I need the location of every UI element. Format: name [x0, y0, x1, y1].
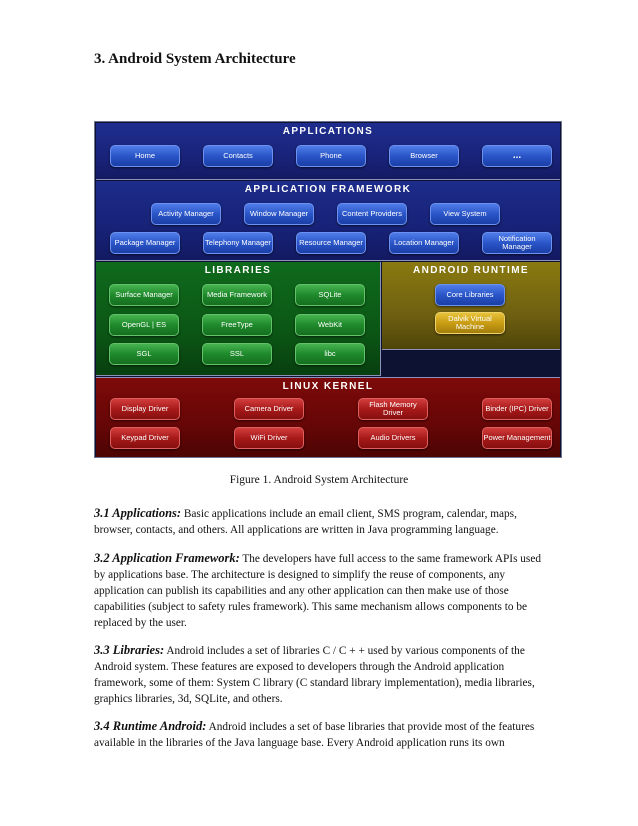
lib-media-framework: Media Framework — [202, 284, 272, 306]
app-browser: Browser — [389, 145, 459, 167]
kernel-audio-drivers: Audio Drivers — [358, 427, 428, 449]
app-home: Home — [110, 145, 180, 167]
kernel-binder-driver: Binder (IPC) Driver — [482, 398, 552, 420]
app-contacts: Contacts — [203, 145, 273, 167]
app-more: ... — [482, 145, 552, 167]
libraries-layer-title: LIBRARIES — [204, 265, 272, 276]
section-heading: 3. Android System Architecture — [94, 51, 296, 67]
kernel-layer — [96, 377, 560, 457]
architecture-diagram — [94, 121, 562, 458]
fw-location-manager: Location Manager — [389, 232, 459, 254]
libraries-layer — [96, 262, 381, 376]
fw-telephony-manager: Telephony Manager — [203, 232, 273, 254]
section-lead: 3.1 Applications: — [94, 506, 182, 520]
lib-opengl-es: OpenGL | ES — [109, 314, 179, 336]
rt-dalvik-vm: Dalvik Virtual Machine — [435, 312, 505, 334]
section-libraries — [94, 642, 550, 707]
kernel-wifi-driver: WiFi Driver — [234, 427, 304, 449]
section-text: The developers have full access to the same framework APIs used by applications base. The architecture is designed to simplify the reuse of components, any application can publish its capabilities and any other application can then make use of those capabilities (subject to safety rules framework). This same mechanism allows components to be replaced by the user. — [94, 553, 541, 629]
runtime-layer — [382, 262, 560, 350]
lib-sgl: SGL — [109, 343, 179, 365]
section-text: Basic applications include an email client, SMS program, calendar, maps, browser, contacts, and others. All applications are written in Java programming language. — [94, 508, 517, 536]
applications-layer-title: APPLICATIONS — [282, 126, 374, 137]
fw-content-providers: Content Providers — [337, 203, 407, 225]
lib-sqlite: SQLite — [295, 284, 365, 306]
fw-package-manager: Package Manager — [110, 232, 180, 254]
app-phone: Phone — [296, 145, 366, 167]
rt-core-libraries: Core Libraries — [435, 284, 505, 306]
kernel-power-management: Power Management — [482, 427, 552, 449]
framework-layer — [96, 181, 560, 261]
fw-resource-manager: Resource Manager — [296, 232, 366, 254]
section-lead: 3.2 Application Framework: — [94, 551, 240, 565]
lib-libc: libc — [295, 343, 365, 365]
lib-surface-manager: Surface Manager — [109, 284, 179, 306]
section-text: Android includes a set of libraries C / C + + used by various components of the Android system. These features are exposed to developers through the Android application framework, some of them: System C library (C standard library implementation), media libraries, graphics libraries, 3d, SQLite, and others. — [94, 645, 535, 705]
section-text: Android includes a set of base libraries that provide most of the features available in the libraries of the Java language base. Every Android application runs its own — [94, 721, 535, 749]
section-runtime-android — [94, 718, 550, 751]
fw-view-system: View System — [430, 203, 500, 225]
framework-layer-title: APPLICATION FRAMEWORK — [244, 184, 412, 195]
kernel-camera-driver: Camera Driver — [234, 398, 304, 420]
runtime-layer-title: ANDROID RUNTIME — [413, 265, 529, 276]
lib-webkit: WebKit — [295, 314, 365, 336]
applications-layer — [96, 123, 560, 180]
figure-caption: Figure 1. Android System Architecture — [229, 474, 409, 486]
kernel-keypad-driver: Keypad Driver — [110, 427, 180, 449]
kernel-display-driver: Display Driver — [110, 398, 180, 420]
fw-window-manager: Window Manager — [244, 203, 314, 225]
fw-notification-manager: Notification Manager — [482, 232, 552, 254]
section-applications — [94, 505, 550, 538]
kernel-flash-memory-driver: Flash Memory Driver — [358, 398, 428, 420]
fw-activity-manager: Activity Manager — [151, 203, 221, 225]
section-lead: 3.3 Libraries: — [94, 643, 165, 657]
kernel-layer-title: LINUX KERNEL — [282, 381, 374, 392]
lib-freetype: FreeType — [202, 314, 272, 336]
lib-ssl: SSL — [202, 343, 272, 365]
section-lead: 3.4 Runtime Android: — [94, 719, 207, 733]
section-application-framework — [94, 550, 550, 631]
